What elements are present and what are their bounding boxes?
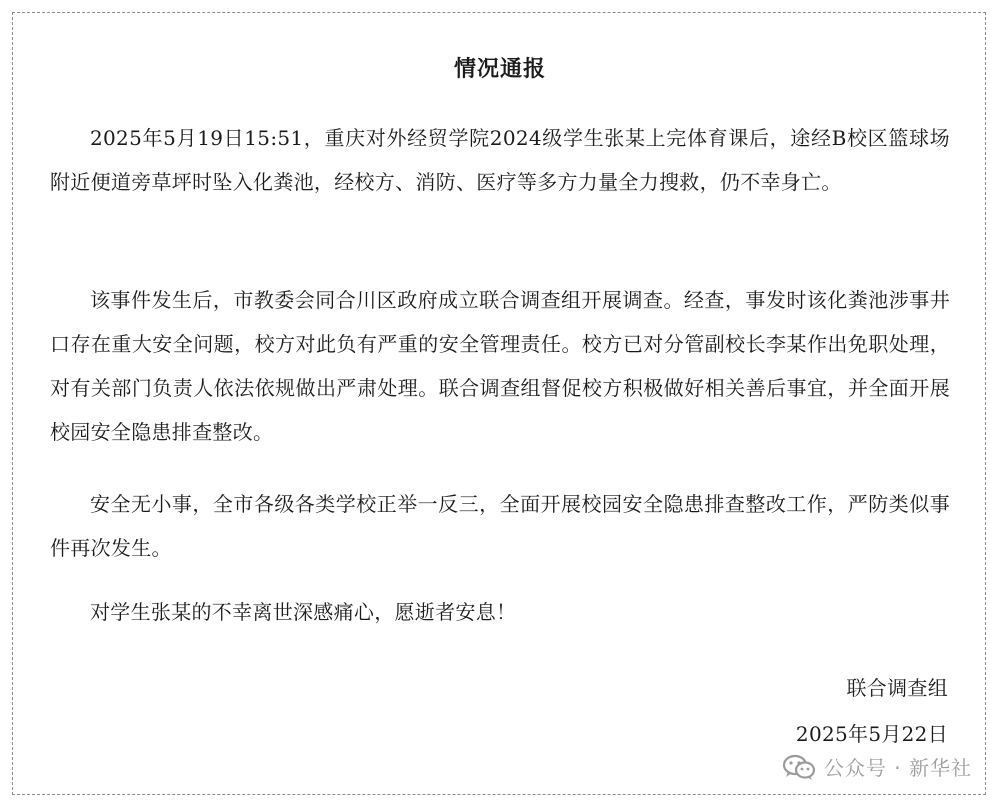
signature-date: 2025年5月22日 xyxy=(795,722,948,746)
paragraph-3: 安全无小事，全市各级各类学校正举一反三，全面开展校园安全隐患排查整改工作，严防类似事件再次发生。 xyxy=(50,492,950,560)
signature-org: 联合调查组 xyxy=(846,676,948,700)
watermark-text: 公众号 · 新华社 xyxy=(823,756,972,780)
paragraph-4: 对学生张某的不幸离世深感痛心，愿逝者安息！ xyxy=(90,600,517,624)
document-title: 情况通报 xyxy=(453,56,546,82)
wechat-icon xyxy=(782,753,816,781)
watermark xyxy=(782,752,972,781)
paragraph-2: 该事件发生后，市教委会同合川区政府成立联合调查组开展调查。经查，事发时该化粪池涉事井口存在重大安全问题，校方对此负有严重的安全管理责任。校方已对分管副校长李某作出免职处理，对有关部门负责人依法依规做出严肃处理。联合调查组督促校方积极做好相关善后事宜，并全面开展校园安全隐患排查整改。 xyxy=(50,288,950,444)
paragraph-1: 2025年5月19日15:51，重庆对外经贸学院2024级学生张某上完体育课后，途经B校区篮球场附近便道旁草坪时坠入化粪池，经校方、消防、医疗等多方力量全力搜救，仍不幸身亡。 xyxy=(50,126,950,194)
